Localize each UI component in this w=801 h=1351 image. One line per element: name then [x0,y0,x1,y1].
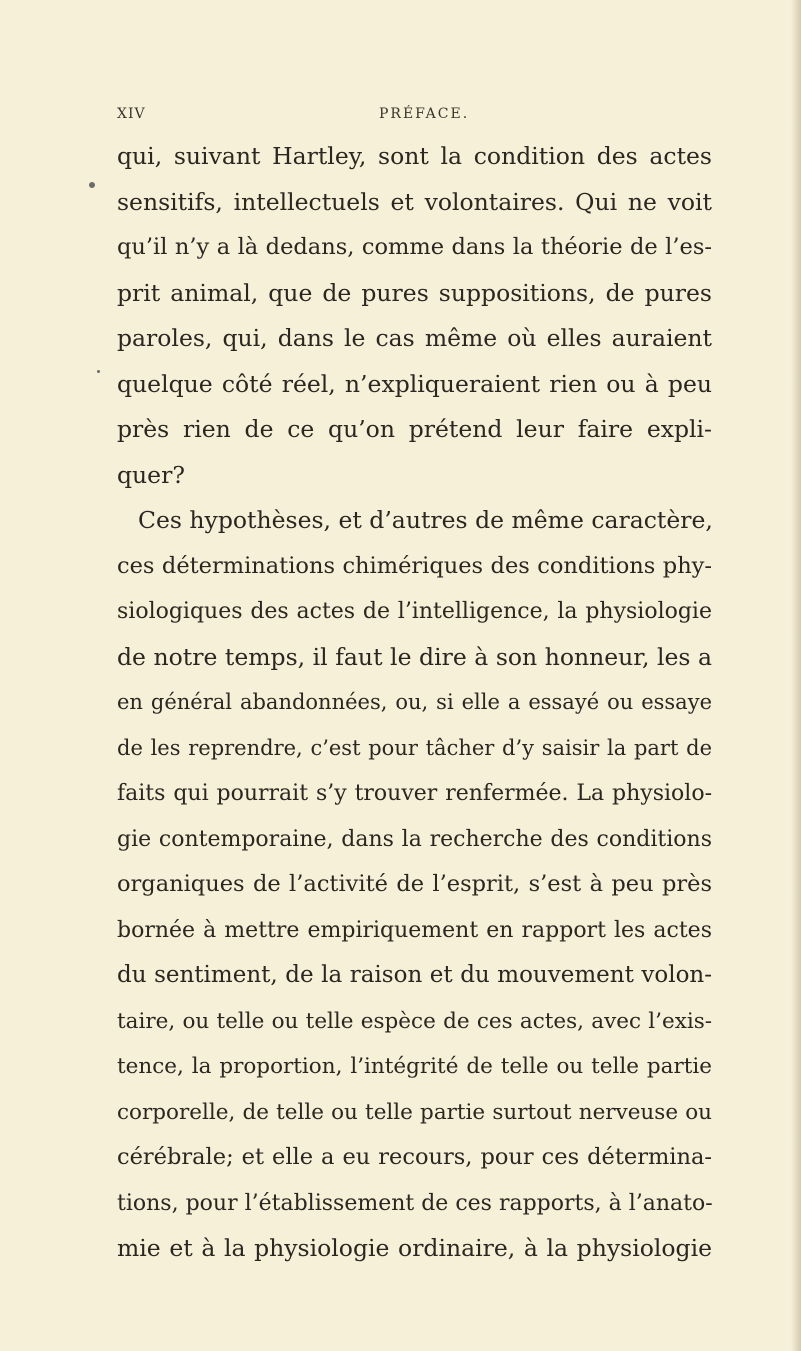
text-line: faits qui pourrait s’y trouver renfermée. La physiolo- [117,781,712,806]
text-line: gie contemporaine, dans la recherche des conditions [117,826,712,852]
text-line: quelque côté réel, n’expliqueraient rien ou à peu [117,369,712,398]
text-line: tions, pour l’établissement de ces rapports, à l’anato- [117,1190,713,1216]
ink-spot [97,370,100,373]
text-line: cérébrale; et elle a eu recours, pour ces détermina- [117,1144,712,1170]
text-line: en général abandonnées, ou, si elle a essayé ou essaye [117,690,712,714]
text-line: organiques de l’activité de l’esprit, s’est à peu près [117,871,712,897]
running-title: PRÉFACE. [379,106,470,122]
text-line: de notre temps, il faut le dire à son honneur, les a [117,642,712,671]
text-line: taire, ou telle ou telle espèce de ces actes, avec l’exis- [117,1008,712,1034]
text-line: qui, suivant Hartley, sont la condition des actes [117,142,712,170]
text-line: tence, la proportion, l’intégrité de telle ou telle partie [117,1054,712,1079]
page-edge-shadow [791,0,801,1351]
text-line: près rien de ce qu’on prétend leur faire expli- [117,415,712,443]
text-line: sensitifs, intellectuels et volontaires. Qui ne voit [117,187,712,216]
text-line: Ces hypothèses, et d’autres de même caractère, [138,506,713,534]
text-line: quer? [117,460,185,489]
text-line: de les reprendre, c’est pour tâcher d’y saisir la part de [117,735,712,760]
text-line: siologiques des actes de l’intelligence, la physiologie [117,599,712,624]
text-line: mie et à la physiologie ordinaire, à la physiologie [117,1234,712,1262]
body-text [117,134,712,1272]
text-line: bornée à mettre empiriquement en rapport les actes [117,917,712,943]
page-number: XIV [117,106,146,122]
text-line: du sentiment, de la raison et du mouvement volon- [117,962,712,988]
text-line: qu’il n’y a là dedans, comme dans la théorie de l’es- [117,234,712,260]
ink-spot [89,182,95,188]
running-head [117,106,757,130]
text-line: prit animal, que de pures suppositions, de pures [117,278,712,307]
text-line: corporelle, de telle ou telle partie surtout nerveuse ou [117,1099,712,1125]
text-line: paroles, qui, dans le cas même où elles auraient [117,324,712,352]
text-line: ces déterminations chimériques des conditions phy- [117,552,712,579]
